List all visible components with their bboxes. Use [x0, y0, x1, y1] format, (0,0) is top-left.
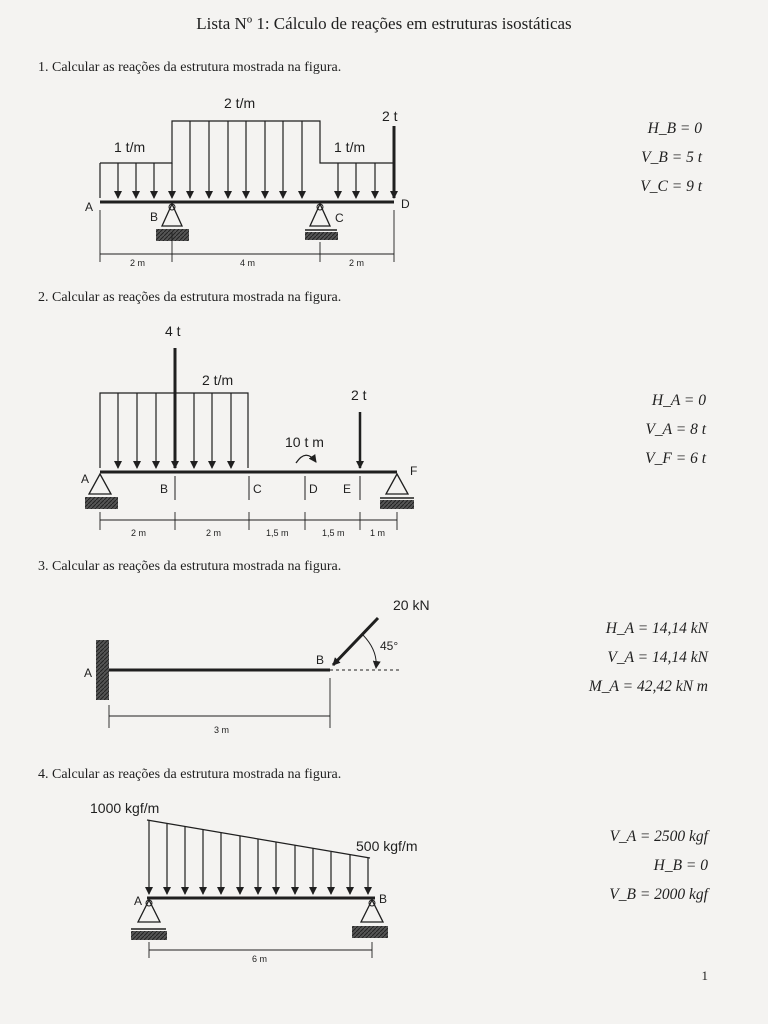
node-label: A [85, 200, 94, 214]
support-F [380, 474, 414, 509]
node-label: A [134, 894, 143, 908]
node-label: F [410, 464, 418, 478]
page-number: 1 [701, 968, 708, 983]
node-label: A [81, 472, 90, 486]
load-label: 2 t/m [224, 95, 256, 111]
figure-3-labels [84, 597, 430, 735]
answer: V_A = 14,14 kN [607, 649, 708, 666]
load-arrows-left [118, 163, 172, 198]
figure-2 [85, 348, 414, 530]
load-arrows-right [338, 163, 375, 198]
node-label: D [309, 482, 318, 496]
dimension-label: 2 m [131, 528, 147, 538]
dimension-lines [109, 678, 330, 728]
load-label: 1000 kgf/m [90, 800, 160, 816]
load-arrows [149, 820, 368, 894]
figure-4 [131, 820, 388, 958]
problem-4-statement: 4. Calcular as reações da estrutura mostrada na figura. [38, 767, 342, 782]
support-C [305, 204, 338, 240]
node-label: D [401, 197, 410, 211]
node-label: C [253, 482, 262, 496]
dimension-label: 2 m [206, 528, 222, 538]
answer: V_B = 5 t [641, 149, 702, 166]
problem-3-statement: 3. Calcular as reações da estrutura mostrada na figura. [38, 559, 342, 574]
angle-label: 45° [380, 639, 399, 653]
answer: H_A = 0 [651, 392, 706, 409]
moment-arrow [296, 455, 316, 463]
fixed-support-A [96, 640, 109, 700]
load-arrows-center [190, 121, 302, 198]
node-label: A [84, 666, 93, 680]
moment-label: 10 t m [285, 434, 324, 450]
answer: V_C = 9 t [640, 178, 702, 195]
node-label: B [160, 482, 169, 496]
node-label: E [343, 482, 352, 496]
load-label: 1 t/m [114, 139, 146, 155]
problem-2-statement: 2. Calcular as reações da estrutura mostrada na figura. [38, 290, 342, 305]
dimension-label: 6 m [252, 954, 268, 964]
answer: H_B = 0 [647, 120, 702, 137]
answer: H_B = 0 [653, 857, 708, 874]
answer: M_A = 42,42 kN m [588, 678, 708, 695]
answer: V_A = 8 t [645, 421, 706, 438]
answer: V_A = 2500 kgf [609, 828, 708, 845]
page-title: Lista Nº 1: Cálculo de reações em estruturas isostáticas [196, 14, 572, 33]
load-label: 2 t [382, 108, 398, 124]
dimension-label: 4 m [240, 258, 256, 268]
load-label: 500 kgf/m [356, 838, 418, 854]
dimension-label: 1 m [370, 528, 386, 538]
dimension-label: 2 m [349, 258, 365, 268]
answer: V_B = 2000 kgf [609, 886, 708, 903]
node-label: C [335, 211, 344, 225]
node-label: B [316, 653, 325, 667]
load-label: 2 t/m [202, 372, 234, 388]
load-label: 2 t [351, 387, 367, 403]
node-label: B [379, 892, 388, 906]
figure-3 [96, 618, 402, 728]
load-label: 1 t/m [334, 139, 366, 155]
force-arrow [333, 618, 378, 665]
node-label: B [150, 210, 159, 224]
dimension-label: 3 m [214, 725, 230, 735]
answer: H_A = 14,14 kN [605, 620, 708, 637]
answer: V_F = 6 t [645, 450, 706, 467]
dimension-label: 2 m [130, 258, 146, 268]
load-label: 4 t [165, 323, 181, 339]
load-label: 20 kN [393, 597, 430, 613]
problem-1-statement: 1. Calcular as reações da estrutura mostrada na figura. [38, 60, 342, 75]
support-B [156, 204, 189, 241]
dimension-label: 1,5 m [266, 528, 289, 538]
dimension-label: 1,5 m [322, 528, 345, 538]
support-A [85, 474, 118, 509]
angle-arc [362, 634, 376, 668]
dimension-lines [100, 210, 394, 262]
figure-2-labels [81, 323, 417, 538]
